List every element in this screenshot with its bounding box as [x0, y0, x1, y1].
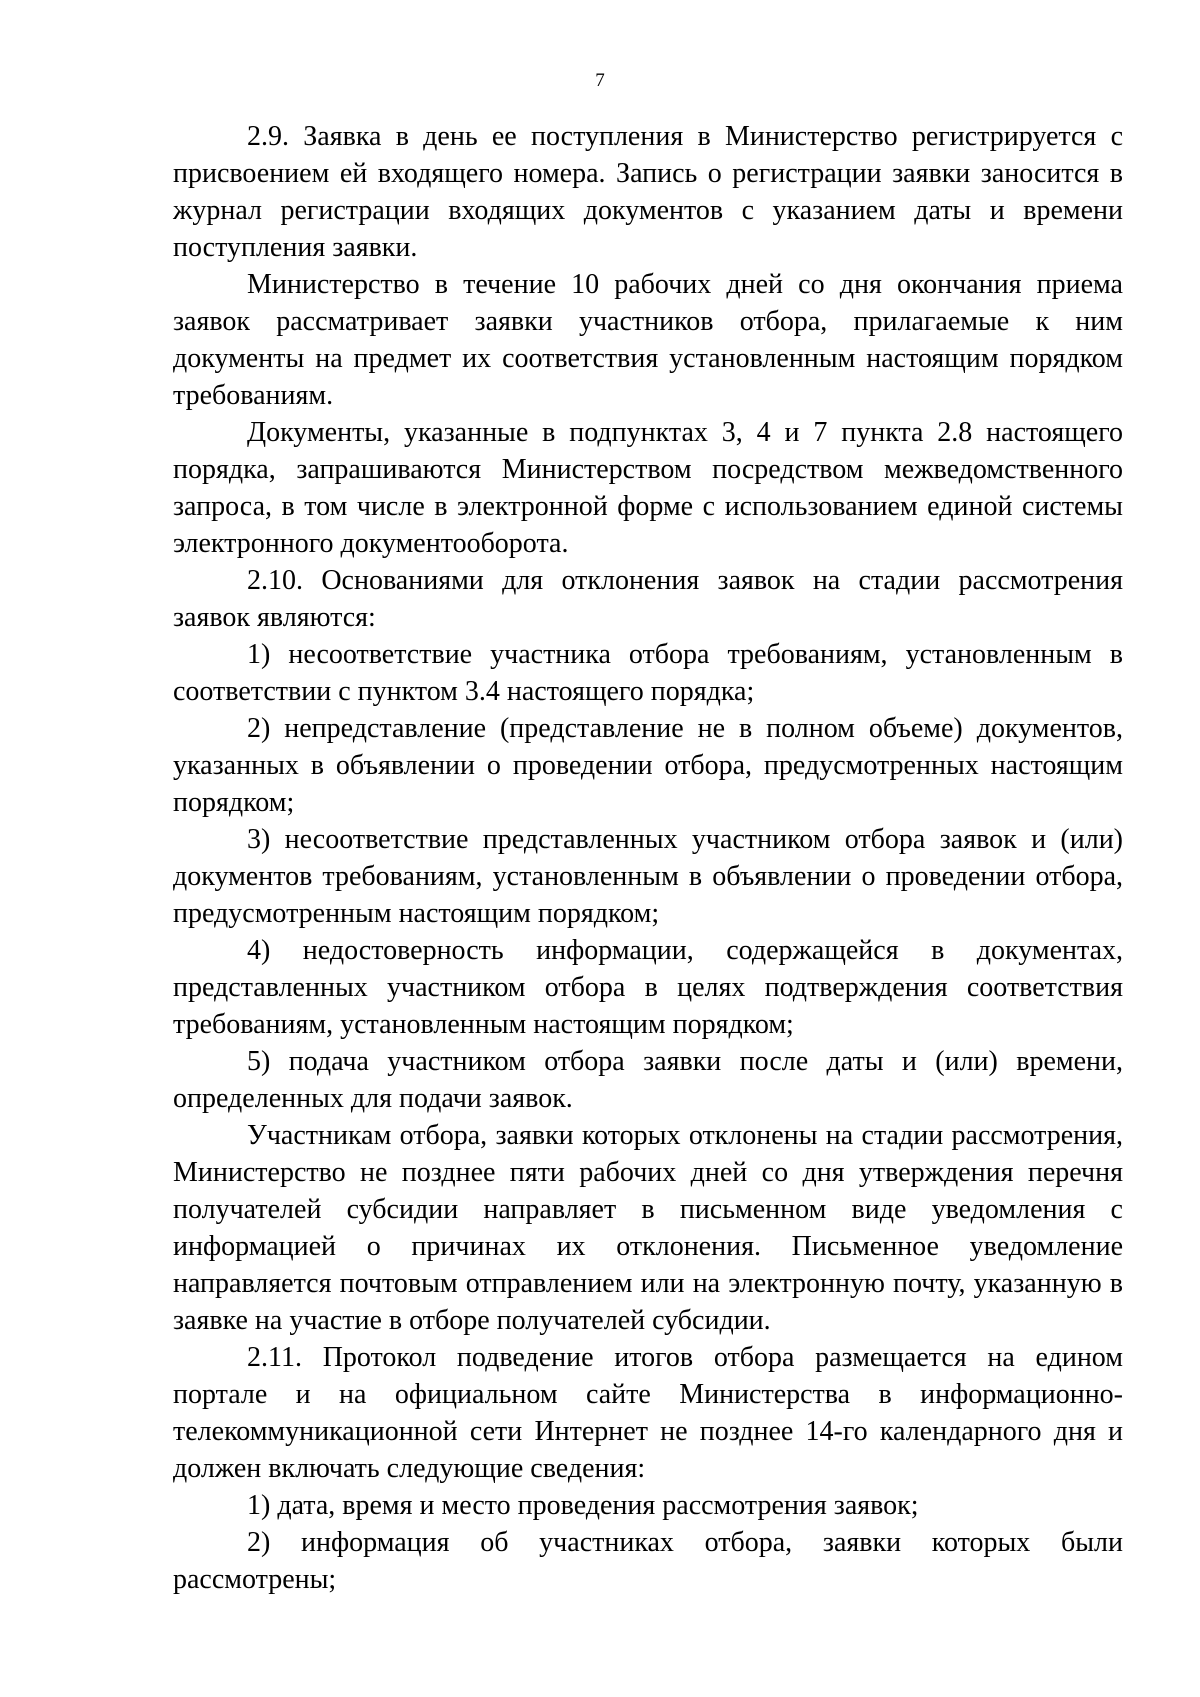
paragraph-2-10: 2.10. Основаниями для отклонения заявок на стадии рассмотрения заявок являются: [173, 565, 1123, 633]
document-body [173, 118, 1123, 1598]
paragraph-review-period: Министерство в течение 10 рабочих дней со дня окончания приема заявок рассматривает заявки участников отбора, прилагаемые к ним документы на предмет их соответствия установленным настоящим порядком требованиям. [173, 269, 1123, 411]
list-item-rejection-2: 2) непредставление (представление не в полном объеме) документов, указанных в объявлении о проведении отбора, предусмотренных настоящим порядком; [173, 713, 1123, 818]
list-item-rejection-4: 4) недостоверность информации, содержащейся в документах, представленных участником отбора в целях подтверждения соответствия требованиям, установленным настоящим порядком; [173, 935, 1123, 1040]
paragraph-documents-request: Документы, указанные в подпунктах 3, 4 и 7 пункта 2.8 настоящего порядка, запрашиваются Министерством посредством межведомственного запроса, в том числе в электронной форме с использованием единой системы электронного документооборота. [173, 417, 1123, 559]
paragraph-2-11: 2.11. Протокол подведение итогов отбора размещается на едином портале и на официальном сайте Министерства в информационно-телекоммуникационной сети Интернет не позднее 14-го календарного дня и должен включать следующие сведения: [173, 1342, 1123, 1484]
list-item-protocol-1: 1) дата, время и место проведения рассмотрения заявок; [247, 1490, 919, 1521]
paragraph-2-9: 2.9. Заявка в день ее поступления в Министерство регистрируется с присвоением ей входящего номера. Запись о регистрации заявки заносится в журнал регистрации входящих документов с указанием даты и времени поступления заявки. [173, 121, 1123, 263]
list-item-rejection-3: 3) несоответствие представленных участником отбора заявок и (или) документов требованиям, установленным в объявлении о проведении отбора, предусмотренным настоящим порядком; [173, 824, 1123, 929]
list-item-rejection-1: 1) несоответствие участника отбора требованиям, установленным в соответствии с пунктом 3.4 настоящего порядка; [173, 639, 1123, 707]
page-number: 7 [595, 70, 605, 91]
list-item-rejection-5: 5) подача участником отбора заявки после даты и (или) времени, определенных для подачи заявок. [173, 1046, 1123, 1114]
paragraph-rejection-notice: Участникам отбора, заявки которых отклонены на стадии рассмотрения, Министерство не позднее пяти рабочих дней со дня утверждения перечня получателей субсидии направляет в письменном виде уведомления с информацией о причинах их отклонения. Письменное уведомление направляется почтовым отправлением или на электронную почту, указанную в заявке на участие в отборе получателей субсидии. [173, 1120, 1123, 1336]
list-item-protocol-2: 2) информация об участниках отбора, заявки которых были рассмотрены; [173, 1527, 1123, 1595]
